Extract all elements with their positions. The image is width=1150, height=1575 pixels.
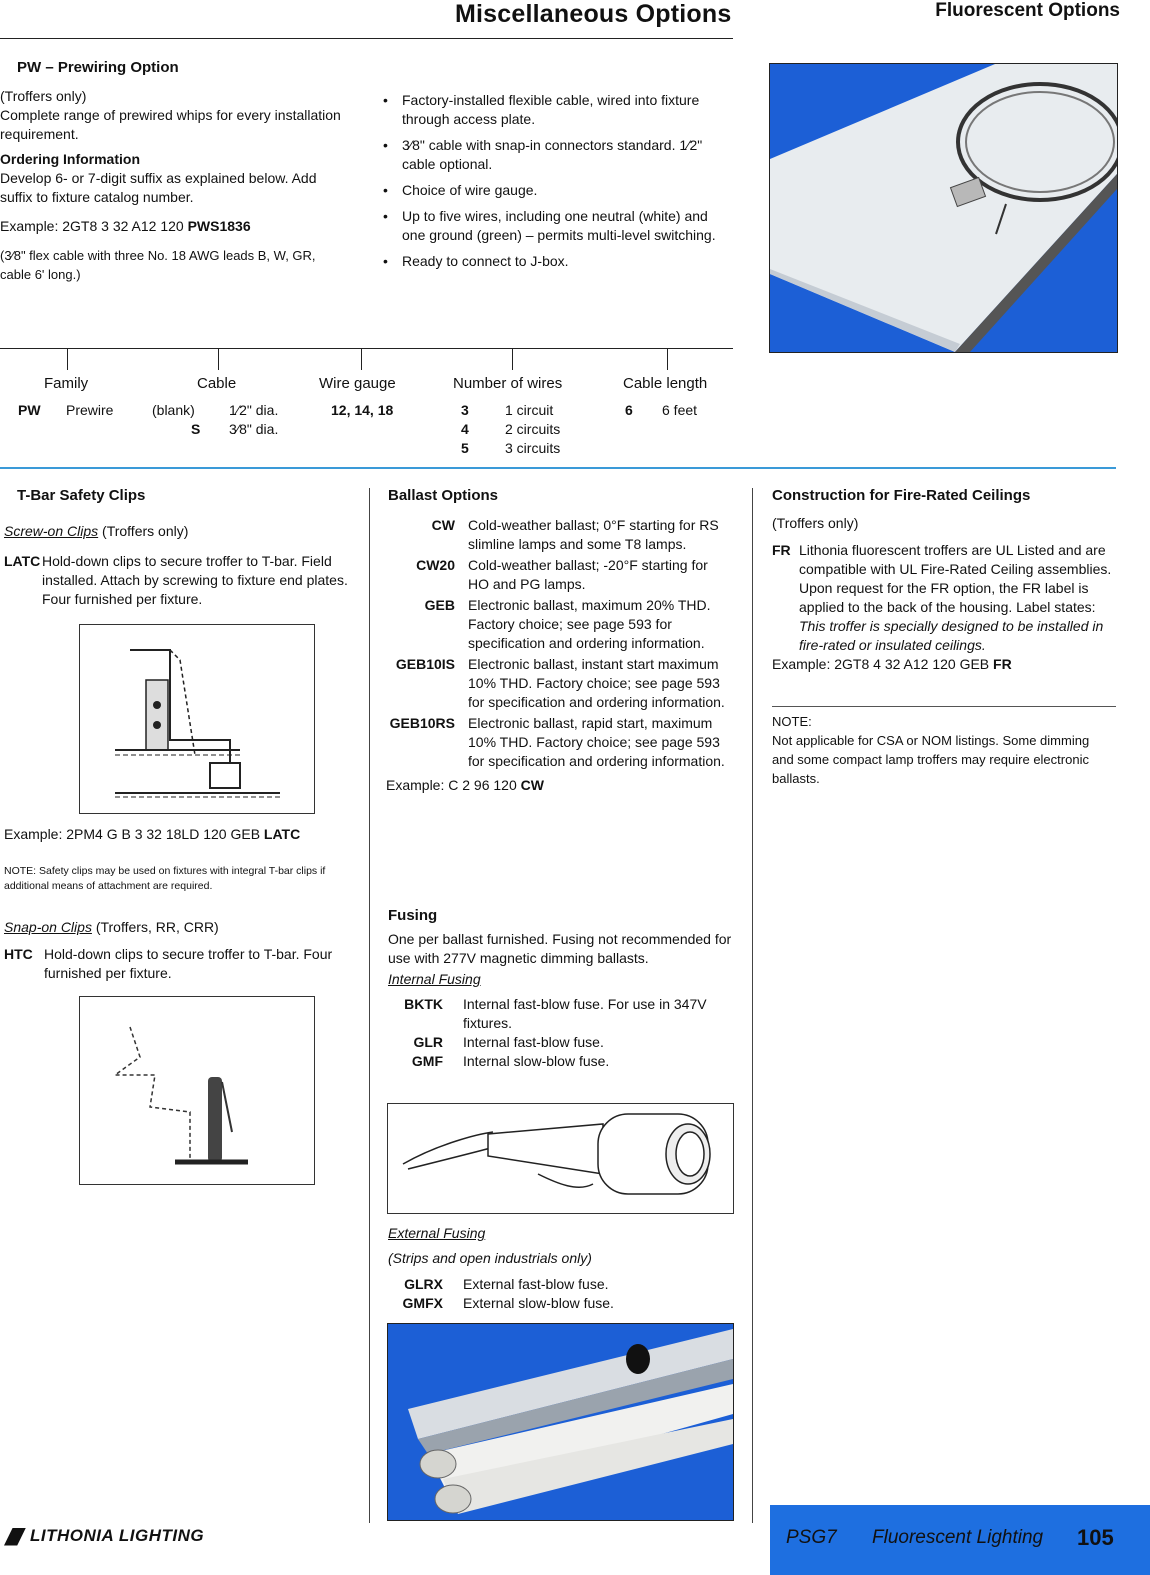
length-code: 6: [625, 402, 633, 418]
fusing-text: One per ballast furnished. Fusing not recommended for use with 277V magnetic dimming ballasts.: [388, 931, 732, 966]
tick: [67, 348, 68, 370]
wires-label: 2 circuits: [505, 421, 561, 437]
ballast-example-prefix: Example: C 2 96 120: [386, 777, 517, 793]
cable-code: S: [191, 421, 201, 437]
footer-category: Fluorescent Lighting: [872, 1527, 1044, 1548]
ballast-text: Electronic ballast, instant start maximum 10% THD. Factory choice; see page 593 for specification and ordering information.: [468, 656, 725, 710]
ballast-code: CW: [431, 517, 455, 533]
bullet-item: • Ready to connect to J-box.: [383, 252, 731, 271]
fire-example-prefix: Example: 2GT8 4 32 A12 120 GEB: [772, 656, 990, 672]
catalog-code: PSG7: [786, 1527, 837, 1548]
prewiring-description: Complete range of prewired whips for every installation requirement.: [0, 107, 341, 142]
family-code: PW: [18, 402, 41, 418]
ballast-code: GEB: [424, 597, 455, 613]
ballast-code: CW20: [416, 557, 455, 573]
suffix-header-cable-length: Cable length: [623, 375, 708, 392]
fusing-title: Fusing: [388, 907, 438, 924]
fuse-code: GLR: [413, 1034, 443, 1050]
suffix-header-family: Family: [44, 375, 89, 392]
fuse-code: GMF: [411, 1053, 443, 1069]
ballast-code: GEB10IS: [395, 656, 455, 672]
prewiring-example: [0, 217, 350, 236]
prewiring-example-code: PWS1836: [187, 218, 251, 234]
suffix-header-number-of-wires: Number of wires: [453, 375, 563, 392]
strip-fixture-photo: [387, 1323, 734, 1521]
ballast-item: [386, 556, 731, 594]
fire-example-code: FR: [993, 656, 1012, 672]
ballast-example: [386, 777, 731, 793]
wires-code: 3: [461, 402, 469, 418]
wires-code: 5: [461, 440, 469, 456]
ballast-code: GEB10RS: [389, 715, 455, 731]
wires-label: 1 circuit: [505, 402, 554, 418]
family-label: Prewire: [66, 402, 114, 418]
section-title: Fluorescent Options: [935, 0, 1120, 21]
page-number: 105: [1077, 1525, 1114, 1550]
fuse-text: Internal slow-blow fuse.: [463, 1053, 610, 1069]
tbar-example-prefix: Example: 2PM4 G B 3 32 18LD 120 GEB: [4, 826, 261, 842]
ballast-text: Cold-weather ballast; -20°F starting for HO and PG lamps.: [468, 557, 708, 592]
brand-logo: [4, 1526, 204, 1546]
fuse-code: GMFX: [402, 1295, 443, 1311]
cable-label: 1⁄2" dia.: [229, 402, 279, 418]
ballast-item: [386, 596, 731, 653]
prewiring-example-prefix: Example: 2GT8 3 32 A12 120: [0, 218, 184, 234]
prewiring-subtitle: (Troffers only): [0, 88, 87, 104]
ballast-section: [388, 487, 498, 504]
bullet-item: • Factory-installed flexible cable, wired into fixture through access plate.: [383, 91, 731, 129]
tbar-title: T-Bar Safety Clips: [17, 487, 146, 504]
ballast-list: [386, 516, 731, 793]
fr-code: FR: [772, 542, 791, 558]
fire-example: [772, 655, 1115, 674]
cable-label: 3⁄8" dia.: [229, 421, 279, 437]
latc-text: Hold-down clips to secure troffer to T-bar. Field installed. Attach by screwing to fixture end plates. Four furnished per fixture.: [42, 553, 348, 607]
header-rule: [0, 38, 733, 39]
external-fusing-note: (Strips and open industrials only): [388, 1250, 592, 1266]
fuse-code: GLRX: [404, 1276, 443, 1292]
internal-fuse-drawing: [387, 1103, 734, 1214]
latc-code: LATC: [4, 553, 41, 569]
bullet-item: • 3⁄8" cable with snap-in connectors standard. 1⁄2" cable optional.: [383, 136, 731, 174]
fire-title: Construction for Fire-Rated Ceilings: [772, 487, 1031, 504]
fuse-item: [388, 995, 733, 1033]
external-fusing-title: External Fusing: [388, 1225, 486, 1241]
strip-fixture-image: [388, 1324, 733, 1520]
fuse-item: [388, 1033, 733, 1052]
ballast-text: Electronic ballast, rapid start, maximum 10% THD. Factory choice; see page 593 for specification and ordering information.: [468, 715, 725, 769]
snap-clip-illustration: [80, 997, 314, 1184]
page-footer-bar: [770, 1505, 1150, 1575]
tick: [361, 348, 362, 370]
screw-clip-illustration: [80, 625, 314, 813]
ballast-item: [386, 655, 731, 712]
fire-note: [772, 712, 1102, 788]
tick: [667, 348, 668, 370]
screw-note: (Troffers only): [102, 523, 189, 539]
bullet-item: • Up to five wires, including one neutral (white) and one ground (green) – permits multi-level switching.: [383, 207, 731, 245]
tick: [218, 348, 219, 370]
column-divider: [752, 488, 753, 1523]
fr-text: Lithonia fluorescent troffers are UL Listed and are compatible with UL Fire-Rated Ceiling assemblies. Upon request for the FR option, the FR label is applied to the back of the housing. Label states:: [799, 542, 1112, 615]
prewiring-section: [17, 59, 179, 76]
tbar-section: [17, 487, 362, 504]
fuse-item: [388, 1275, 733, 1294]
tbar-example-code: LATC: [263, 826, 301, 842]
external-fusing: [388, 1224, 733, 1313]
prewiring-example-note: (3⁄8" flex cable with three No. 18 AWG leads B, W, GR, cable 6' long.): [0, 248, 316, 282]
suffix-table-rule: [0, 348, 733, 349]
tick: [512, 348, 513, 370]
fire-item: [772, 541, 1115, 655]
fuse-holder-illustration: [388, 1104, 733, 1213]
ballast-example-code: CW: [520, 777, 544, 793]
bullet-item: • Choice of wire gauge.: [383, 181, 731, 200]
prewiring-bullets: [383, 91, 731, 278]
fusing-section: [388, 907, 733, 1071]
prewiring-title: PW – Prewiring Option: [17, 59, 179, 76]
fire-note-title: NOTE:: [772, 714, 812, 729]
snap-note: (Troffers, RR, CRR): [95, 919, 219, 935]
snap-on-clips: [4, 918, 349, 983]
brand-name: LITHONIA LIGHTING: [30, 1526, 205, 1545]
fire-subtitle: (Troffers only): [772, 515, 859, 531]
snap-title: Snap-on Clips: [4, 919, 92, 935]
column-divider: [369, 488, 370, 1523]
fuse-text: External slow-blow fuse.: [463, 1295, 614, 1311]
ballast-text: Electronic ballast, maximum 20% THD. Factory choice; see page 593 for specification and ordering information.: [468, 597, 711, 651]
ordering-title: Ordering Information: [0, 151, 140, 167]
screw-on-clips: [4, 522, 349, 609]
snap-on-clip-drawing: [79, 996, 315, 1185]
fuse-code: BKTK: [404, 996, 443, 1012]
ballast-text: Cold-weather ballast; 0°F starting for RS slimline lamps and some T8 lamps.: [468, 517, 719, 552]
screw-on-clip-drawing: [79, 624, 315, 814]
tbar-example: [4, 826, 349, 842]
length-label: 6 feet: [662, 402, 698, 418]
wire-gauge-values: 12, 14, 18: [331, 402, 394, 418]
suffix-header-cable: Cable: [197, 375, 237, 392]
fire-body: [772, 514, 1115, 674]
prewire-fixture-image: [770, 64, 1117, 352]
prewire-fixture-photo: [769, 63, 1118, 353]
fuse-item: [388, 1294, 733, 1313]
lithonia-logo-icon: [4, 1528, 26, 1546]
fuse-text: Internal fast-blow fuse. For use in 347V fixtures.: [463, 996, 707, 1031]
tbar-note: NOTE: Safety clips may be used on fixtures with integral T-bar clips if additional means of attachment are required.: [4, 865, 326, 892]
fire-note-rule: [772, 706, 1116, 707]
fire-note-text: Not applicable for CSA or NOM listings. Some dimming and some compact lamp troffers may require electronic ballasts.: [772, 733, 1090, 786]
internal-fusing-title: Internal Fusing: [388, 971, 481, 987]
fuse-text: Internal fast-blow fuse.: [463, 1034, 604, 1050]
prewiring-body: [0, 87, 350, 284]
htc-code: HTC: [4, 946, 33, 962]
ballast-item: [386, 516, 731, 554]
section-divider: [0, 467, 1116, 469]
suffix-header-wire-gauge: Wire gauge: [319, 375, 396, 392]
ballast-item: [386, 714, 731, 771]
wires-label: 3 circuits: [505, 440, 561, 456]
ordering-text: Develop 6- or 7-digit suffix as explained below. Add suffix to fixture catalog number.: [0, 170, 317, 205]
fr-text-wrap: [799, 541, 1115, 655]
screw-title: Screw-on Clips: [4, 523, 99, 539]
page-title: Miscellaneous Options: [455, 0, 732, 28]
wires-code: 4: [461, 421, 469, 437]
fuse-text: External fast-blow fuse.: [463, 1276, 609, 1292]
cable-code: (blank): [152, 402, 195, 418]
fr-italic: This troffer is specially designed to be installed in fire-rated or insulated ceilings.: [799, 618, 1104, 653]
fire-section: [772, 487, 1030, 504]
ballast-title: Ballast Options: [388, 487, 499, 504]
fuse-item: [388, 1052, 733, 1071]
htc-text: Hold-down clips to secure troffer to T-bar. Four furnished per fixture.: [44, 946, 333, 981]
